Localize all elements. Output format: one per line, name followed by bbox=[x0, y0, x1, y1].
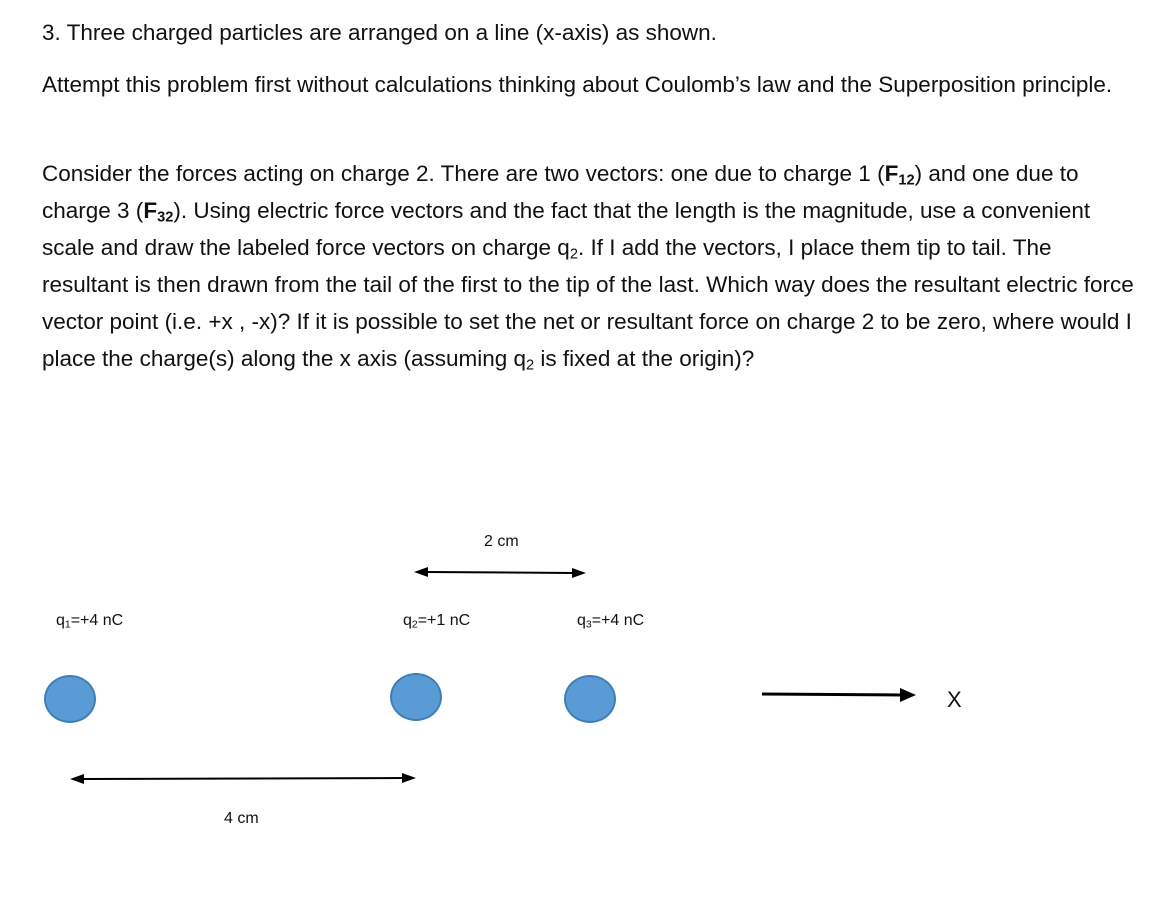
x-axis-arrow bbox=[762, 688, 916, 702]
q2-subscript: 2 bbox=[526, 357, 535, 374]
force-f32-label: $F_{32}$ bbox=[143, 198, 174, 226]
consider-text-3: ). Using electric force vectors and the fact that the length is the magnitude, use a convenient scale and draw the labeled force vectors on charge q bbox=[42, 198, 1091, 260]
x-axis-label: X bbox=[947, 687, 962, 712]
consider-text-1: Consider the forces acting on charge 2. There are two vectors: one due to charge 1 ( bbox=[42, 161, 885, 186]
distance-arrow-q1-q2 bbox=[70, 773, 416, 784]
consider-text-4: . If I add the vectors, I place them tip to tail. The resultant is then drawn from the tail of the first to the tip of the last. Which way does the resultant electric force vector point (i.e. +x , -x)? If it is possible to set the net or resultant force on charge 2 to be zero, where would I place the charge(s) along the x axis (assuming q bbox=[42, 235, 1134, 371]
distance-label-q2-q3: 2 cm bbox=[484, 533, 519, 550]
force-f12-label: $F_{12}$ bbox=[884, 161, 915, 189]
charge-label-q1: $q_1=+4$ nC bbox=[56, 612, 124, 631]
distance-label-q1-q2: 4 cm bbox=[224, 810, 259, 827]
q2-subscript: 2 bbox=[569, 246, 578, 263]
problem-attempt-text: Attempt this problem first without calculations thinking about Coulomb’s law and the Superposition principle. bbox=[42, 72, 1113, 97]
charge-label-q3: $q_3=+4$ nC bbox=[577, 612, 645, 631]
problem-title: 3. Three charged particles are arranged on a line (x-axis) as shown. bbox=[42, 20, 717, 45]
consider-text-2: ) and one due to charge 3 ( bbox=[42, 161, 1079, 223]
consider-text-5: is fixed at the origin)? bbox=[534, 346, 755, 371]
charge-label-q2: $q_2=+1$ nC bbox=[403, 612, 471, 631]
distance-arrow-q2-q3 bbox=[414, 567, 586, 578]
